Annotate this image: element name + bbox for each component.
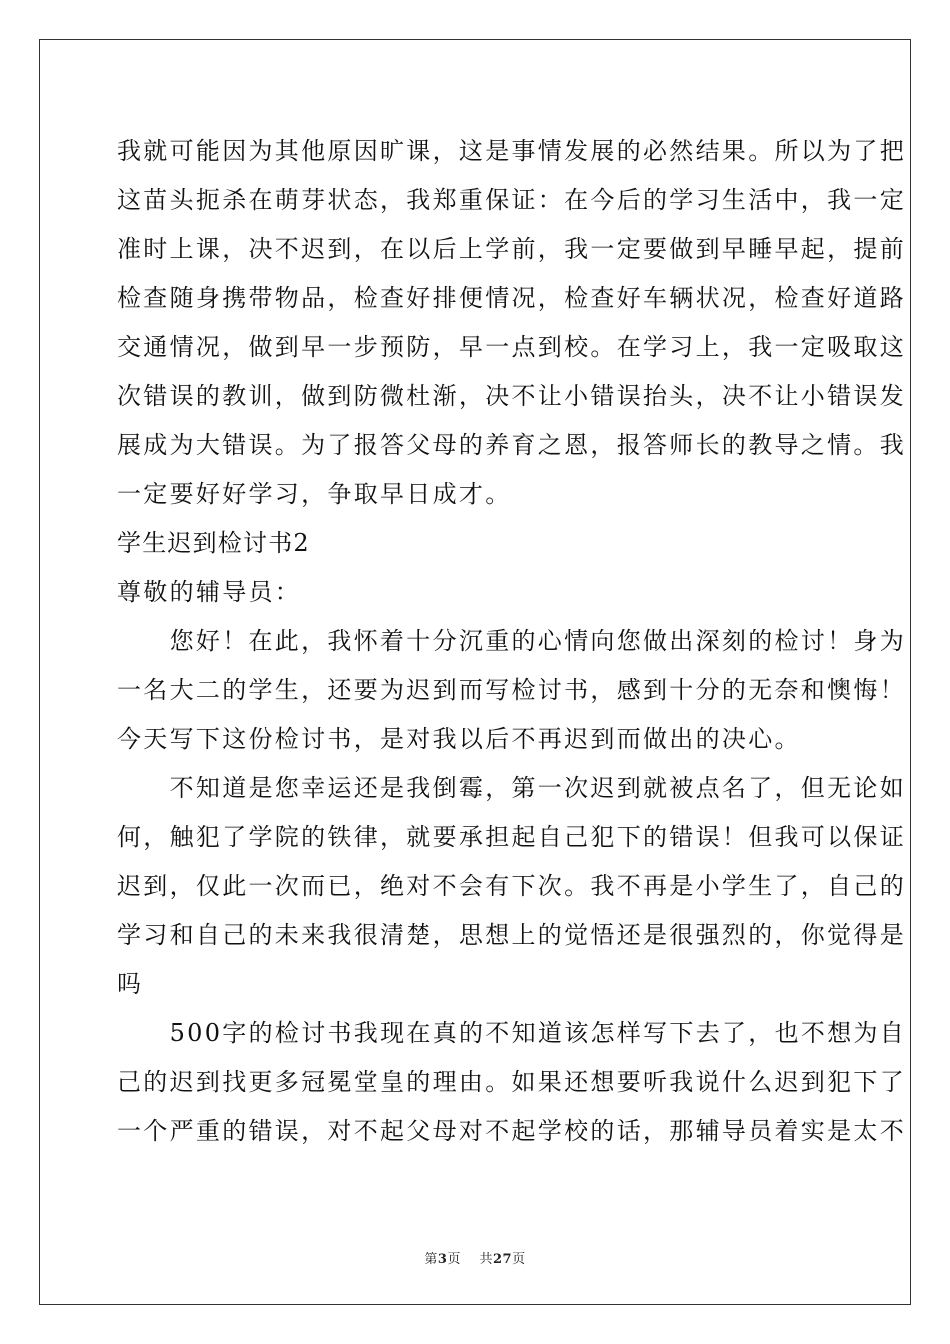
page-footer xyxy=(0,1248,950,1267)
text-line: 展成为大错误。为了报答父母的养育之恩，报答师长的教导之情。我 xyxy=(117,431,906,459)
total-suffix: 页 xyxy=(512,1252,526,1267)
text-line: 我就可能因为其他原因旷课，这是事情发展的必然结果。所以为了把 xyxy=(117,137,906,165)
paragraph-line: 何，触犯了学院的铁律，就要承担起自己犯下的错误！但我可以保证 xyxy=(117,823,906,851)
paragraph-line: 一名大二的学生，还要为迟到而写检讨书，感到十分的无奈和懊悔！ xyxy=(117,676,906,704)
total-pages: 27 xyxy=(493,1252,513,1267)
paragraph-line: 吗 xyxy=(117,970,144,998)
text-line: 检查随身携带物品，检查好排便情况，检查好车辆状况，检查好道路 xyxy=(117,284,906,312)
paragraph-line: 一个严重的错误，对不起父母对不起学校的话，那辅导员着实是太不 xyxy=(117,1117,906,1145)
paragraph-line: 今天写下这份检讨书，是对我以后不再迟到而做出的决心。 xyxy=(117,725,801,753)
page-prefix: 第 xyxy=(424,1252,438,1267)
paragraph-line: 己的迟到找更多冠冕堂皇的理由。如果还想要听我说什么迟到犯下了 xyxy=(117,1068,906,1096)
paragraph-line: 您好！在此，我怀着十分沉重的心情向您做出深刻的检讨！身为 xyxy=(117,627,906,655)
text-line: 次错误的教训，做到防微杜渐，决不让小错误抬头，决不让小错误发 xyxy=(117,382,906,410)
document-body xyxy=(117,127,907,1156)
total-prefix: 共 xyxy=(479,1252,493,1267)
text-line: 准时上课，决不迟到，在以后上学前，我一定要做到早睡早起，提前 xyxy=(117,235,906,263)
page-suffix: 页 xyxy=(447,1252,461,1267)
paragraph-line: 不知道是您幸运还是我倒霉，第一次迟到就被点名了，但无论如 xyxy=(117,774,906,802)
paragraph-line: 500字的检讨书我现在真的不知道该怎样写下去了，也不想为自 xyxy=(117,1019,907,1047)
text-line: 这苗头扼杀在萌芽状态，我郑重保证：在今后的学习生活中，我一定 xyxy=(117,186,906,214)
paragraph-line: 迟到，仅此一次而已，绝对不会有下次。我不再是小学生了，自己的 xyxy=(117,872,906,900)
text-line: 交通情况，做到早一步预防，早一点到校。在学习上，我一定吸取这 xyxy=(117,333,906,361)
page-number: 3 xyxy=(437,1252,448,1267)
salutation: 尊敬的辅导员： xyxy=(117,578,302,606)
text-line: 一定要好好学习，争取早日成才。 xyxy=(117,480,512,508)
section-heading: 学生迟到检讨书2 xyxy=(117,529,310,557)
paragraph-line: 学习和自己的未来我很清楚，思想上的觉悟还是很强烈的，你觉得是 xyxy=(117,921,906,949)
